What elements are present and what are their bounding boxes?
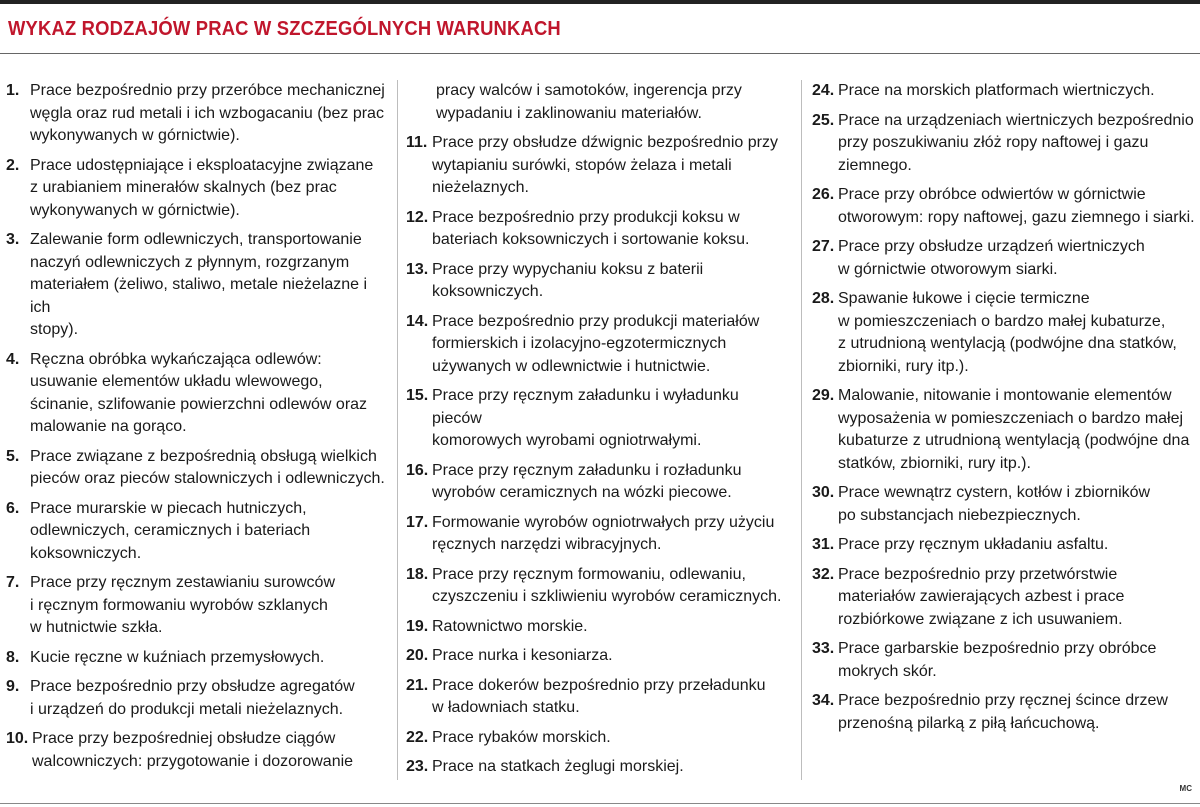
item-number: 14.: [406, 312, 429, 330]
item-text: Prace dokerów bezpośrednio przy przeładunku w ładowniach statku.: [432, 676, 766, 716]
column-divider: [801, 80, 802, 780]
item-number: 9.: [6, 678, 20, 695]
list-item: [6, 80, 390, 148]
item-number: 12.: [406, 208, 429, 226]
top-rule: [0, 0, 1200, 4]
list-item: [812, 236, 1196, 281]
item-text: Prace na morskich platformach wiertniczych.: [838, 82, 1155, 99]
item-number: 30.: [812, 484, 835, 501]
item-text: Prace na urządzeniach wiertniczych bezpośrednio przy poszukiwaniu złóż ropy naftowej i gazu ziemnego.: [838, 111, 1194, 174]
item-text: Prace bezpośrednio przy przeróbce mechanicznej węgla oraz rud metali i ich wzbogacaniu (bez prac wykonywanych w górnictwie).: [30, 82, 385, 144]
item-text: Prace nurka i kesoniarza.: [432, 647, 613, 664]
page-title: WYKAZ RODZAJÓW PRAC W SZCZEGÓLNYCH WARUNKACH: [8, 18, 561, 40]
list-item: [812, 184, 1196, 229]
item-text: Ratownictwo morskie.: [432, 617, 588, 635]
item-number: 17.: [406, 513, 429, 531]
list-item: [6, 572, 390, 640]
list-item: [6, 229, 390, 342]
item-text: Prace wewnątrz cystern, kotłów i zbiorników po substancjach niebezpiecznych.: [838, 484, 1151, 524]
column-2: [406, 80, 790, 786]
item-text: Prace przy ręcznym układaniu asfaltu.: [838, 536, 1109, 553]
item-text: Prace przy ręcznym zestawianiu surowców i ręcznym formowaniu wyrobów szklanych w hutnictwie szkła.: [30, 574, 335, 636]
list-item: [6, 446, 390, 491]
list-item: [812, 564, 1196, 632]
item-text: Prace przy obsłudze dźwignic bezpośrednio przy wytapianiu surówki, stopów żelaza i metali nieżelaznych.: [432, 134, 778, 196]
list-item: [812, 385, 1196, 475]
author-credit: MC: [1179, 784, 1192, 793]
list-item: [6, 498, 390, 566]
item-text: Prace przy ręcznym załadunku i wyładunku pieców komorowych wyrobami ogniotrwałymi.: [432, 387, 739, 449]
item-text: Prace przy obróbce odwiertów w górnictwie otworowym: ropy naftowej, gazu ziemnego i siarki.: [838, 186, 1195, 226]
list-item: [812, 534, 1196, 557]
list-item: [6, 676, 390, 721]
list-item: [406, 616, 790, 639]
item-text: Malowanie, nitowanie i montowanie elementów wyposażenia w pomieszczeniach o bardzo małej kubaturze z utrudnioną wentylacją (podwójne dna statków, zbiorniki, rury itp.).: [838, 387, 1190, 472]
list-item: [406, 645, 790, 668]
bottom-rule: [0, 803, 1200, 804]
item-number: 5.: [6, 447, 20, 465]
item-number: 31.: [812, 536, 835, 553]
item-number: 32.: [812, 565, 835, 583]
item-text: Prace murarskie w piecach hutniczych, odlewniczych, ceramicznych i bateriach koksowniczych.: [30, 499, 311, 562]
list-item: [406, 385, 790, 453]
item-number: 29.: [812, 387, 835, 404]
item-number: 2.: [6, 156, 20, 174]
item-text: Kucie ręczne w kuźniach przemysłowych.: [30, 648, 325, 666]
item-number: 6.: [6, 499, 20, 517]
item-number: 21.: [406, 676, 429, 694]
item-number: 16.: [406, 461, 429, 479]
item-text: Prace bezpośrednio przy produkcji koksu w bateriach koksowniczych i sortowanie koksu.: [432, 208, 750, 248]
item-number: 28.: [812, 290, 835, 307]
item-number: 11.: [406, 134, 428, 151]
item-text: Formowanie wyrobów ogniotrwałych przy użyciu ręcznych narzędzi wibracyjnych.: [432, 513, 775, 553]
list-item: [406, 675, 790, 720]
column-3: [812, 80, 1196, 742]
item-continuation: pracy walców i samotoków, ingerencja przy wypadaniu i zaklinowaniu materiałów.: [436, 82, 742, 122]
list-item: [406, 564, 790, 609]
list-item: [6, 728, 390, 773]
item-number: 34.: [812, 692, 835, 709]
item-number: 8.: [6, 648, 20, 666]
item-text: Prace przy ręcznym formowaniu, odlewaniu, czyszczeniu i szkliwieniu wyrobów ceramicznych.: [432, 565, 782, 605]
item-text: Prace związane z bezpośrednią obsługą wielkich pieców oraz pieców stalowniczych i odlewniczych.: [30, 447, 385, 487]
item-text: Ręczna obróbka wykańczająca odlewów: usuwanie elementów układu wlewowego, ścinanie, szlifowanie powierzchni odlewów oraz malowanie na gorąco.: [30, 350, 368, 435]
list-item: [812, 690, 1196, 735]
list-item: [406, 727, 790, 750]
title-divider: [0, 53, 1200, 54]
item-number: 22.: [406, 728, 429, 746]
item-number: 23.: [406, 758, 429, 775]
list-item: [6, 155, 390, 223]
list-item: [812, 482, 1196, 527]
column-divider: [397, 80, 398, 780]
item-text: Prace przy wypychaniu koksu z baterii koksowniczych.: [432, 260, 704, 300]
item-text: Prace przy bezpośredniej obsłudze ciągów walcowniczych: przygotowanie i dozorowanie: [32, 730, 354, 770]
item-number: 13.: [406, 260, 429, 278]
item-text: Prace przy ręcznym załadunku i rozładunku wyrobów ceramicznych na wózki piecowe.: [432, 461, 742, 501]
list-item: [812, 110, 1196, 178]
item-number: 26.: [812, 186, 835, 203]
list-item: [406, 460, 790, 505]
item-text: Prace rybaków morskich.: [432, 728, 611, 746]
item-text: Prace bezpośrednio przy obsłudze agregatów i urządzeń do produkcji metali nieżelaznych.: [30, 678, 355, 718]
list-item: [812, 288, 1196, 378]
item-number: 19.: [406, 617, 429, 635]
item-text: Prace bezpośrednio przy ręcznej ścince drzew przenośną pilarką z piłą łańcuchową.: [838, 692, 1168, 732]
item-number: 20.: [406, 647, 429, 664]
item-number: 10.: [6, 730, 29, 747]
item-number: 3.: [6, 231, 20, 248]
item-text: Zalewanie form odlewniczych, transportowanie naczyń odlewniczych z płynnym, rozgrzanym materiałem (żeliwo, staliwo, metale nieżelazne i ich stopy).: [30, 231, 368, 338]
list-item: [406, 756, 790, 779]
list-item: [812, 80, 1196, 103]
item-number: 27.: [812, 238, 835, 255]
item-text: Prace przy obsłudze urządzeń wiertniczych w górnictwie otworowym siarki.: [838, 238, 1145, 278]
item-text: Prace udostępniające i eksploatacyjne związane z urabianiem minerałów skalnych (bez prac wykonywanych w górnictwie).: [30, 156, 374, 219]
list-item: [406, 259, 790, 304]
list-item: [6, 349, 390, 439]
item-number: 1.: [6, 82, 20, 99]
item-number: 15.: [406, 387, 429, 404]
item-number: 4.: [6, 350, 20, 368]
item-number: 33.: [812, 640, 835, 657]
item-text: Prace na statkach żeglugi morskiej.: [432, 758, 684, 775]
list-item: [812, 638, 1196, 683]
item-number: 7.: [6, 574, 20, 591]
list-item: [406, 512, 790, 557]
column-1: [6, 80, 390, 780]
item-text: Spawanie łukowe i cięcie termiczne w pomieszczeniach o bardzo małej kubaturze, z utrudnioną wentylacją (podwójne dna statków, zbiorniki, rury itp.).: [838, 290, 1177, 375]
item-number: 25.: [812, 111, 835, 129]
list-item: [6, 647, 390, 670]
item-text: Prace garbarskie bezpośrednio przy obróbce mokrych skór.: [838, 640, 1157, 680]
item-number: 18.: [406, 565, 429, 583]
item-text: Prace bezpośrednio przy przetwórstwie materiałów zawierających azbest i prace rozbiórkowe związane z ich usuwaniem.: [838, 565, 1125, 628]
item-text: Prace bezpośrednio przy produkcji materiałów formierskich i izolacyjno-egzotermicznych używanych w odlewnictwie i hutnictwie.: [432, 312, 760, 375]
list-item: [406, 311, 790, 379]
item-number: 24.: [812, 82, 835, 99]
list-item: [406, 132, 790, 200]
list-item: [406, 207, 790, 252]
